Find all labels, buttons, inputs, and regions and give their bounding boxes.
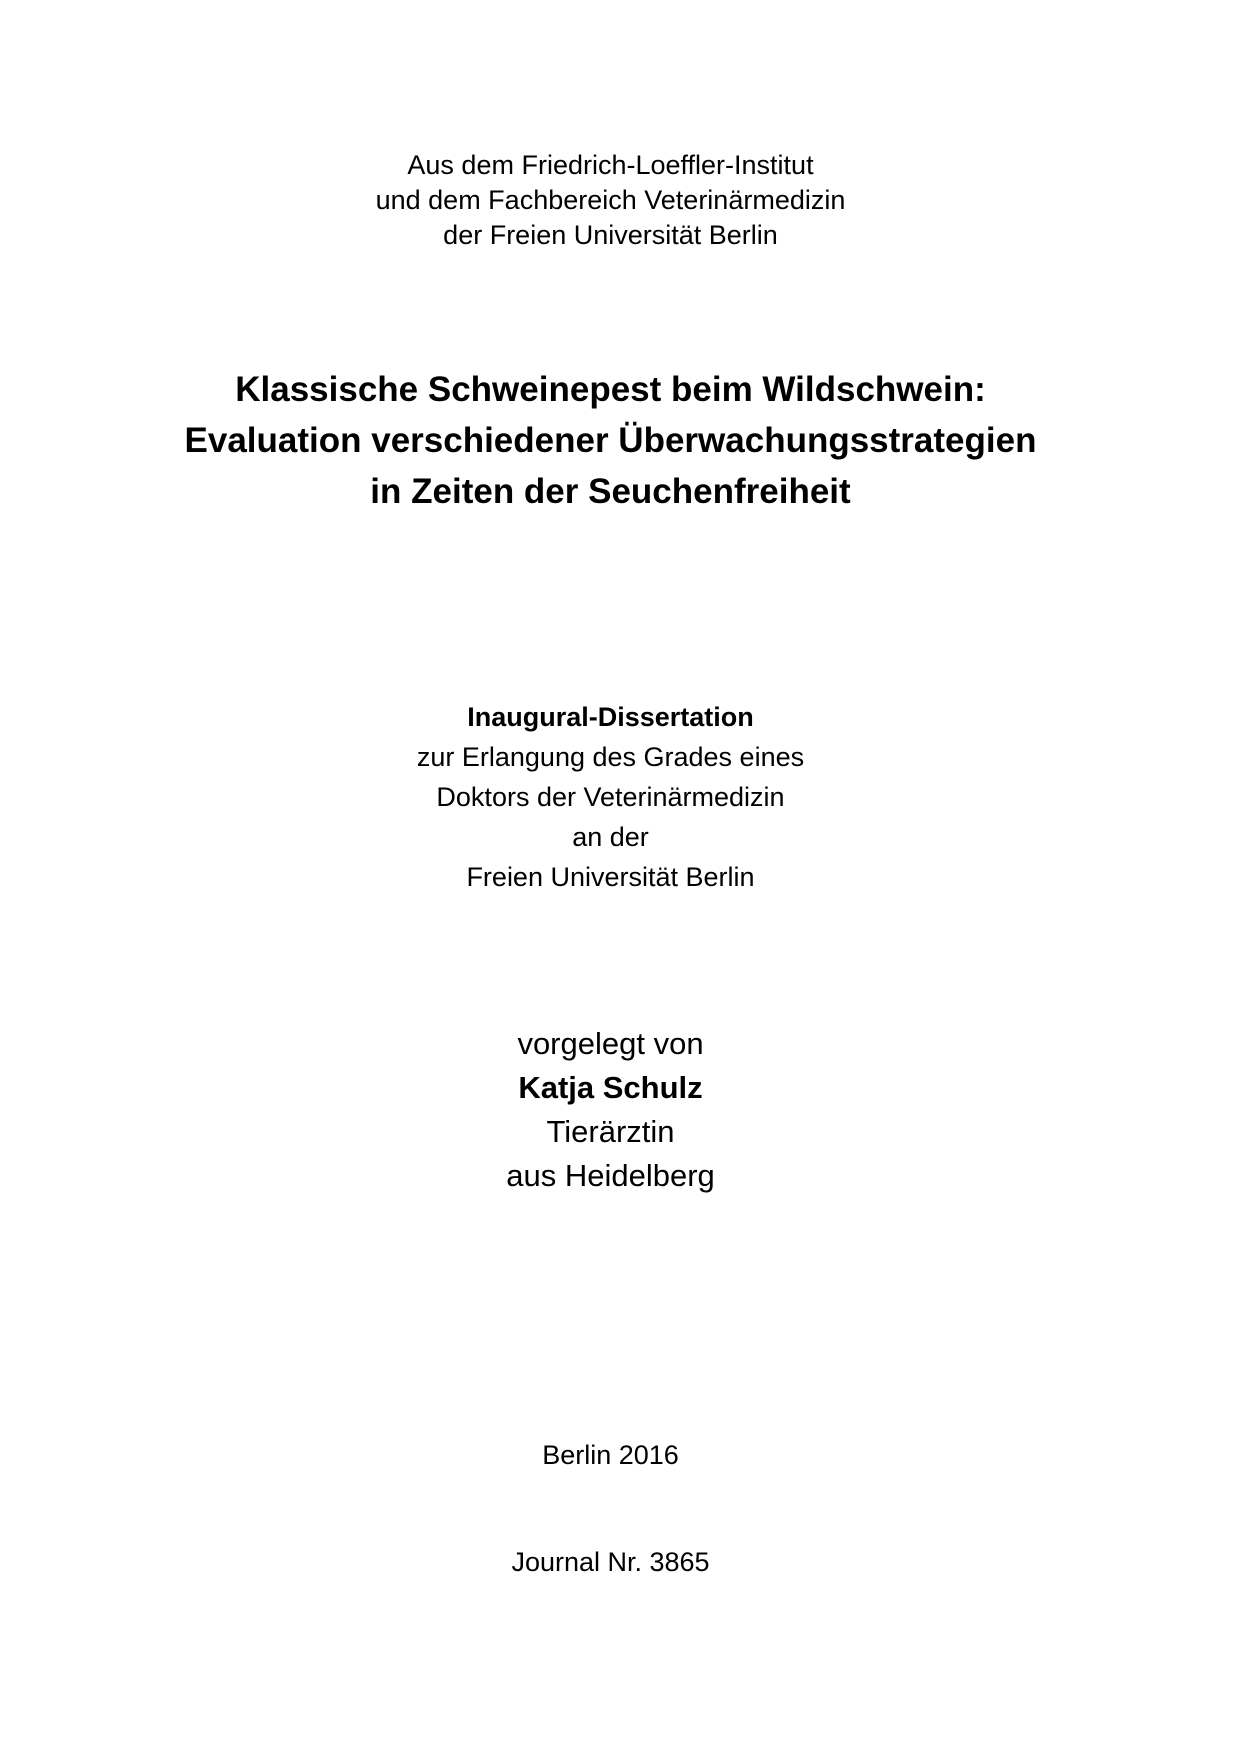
dissertation-line-4: Freien Universität Berlin [466,862,755,892]
title-line-2: Evaluation verschiedener Überwachungsstrategien [184,421,1037,460]
author-name: Katja Schulz [518,1070,703,1105]
place-and-year [0,1438,1221,1473]
institution-header [0,148,1221,253]
title-line-1: Klassische Schweinepest beim Wildschwein: [235,370,986,409]
institution-line-2: und dem Fachbereich Veterinärmedizin [375,185,846,215]
dissertation-title [0,364,1221,517]
journal-number [0,1545,1221,1580]
place-year-text: Berlin 2016 [542,1440,679,1470]
dissertation-line-2: Doktors der Veterinärmedizin [436,782,785,812]
dissertation-line-1: zur Erlangung des Grades eines [416,742,805,772]
institution-line-3: der Freien Universität Berlin [443,220,778,250]
author-block [0,1022,1221,1198]
dissertation-heading: Inaugural-Dissertation [467,702,754,732]
dissertation-line-3: an der [572,822,649,852]
author-profession: Tierärztin [546,1114,675,1149]
dissertation-description [0,697,1221,897]
presented-by-label: vorgelegt von [517,1026,704,1061]
institution-line-1: Aus dem Friedrich-Loeffler-Institut [407,150,814,180]
journal-number-text: Journal Nr. 3865 [511,1547,710,1577]
author-origin: aus Heidelberg [506,1158,715,1193]
title-line-3: in Zeiten der Seuchenfreiheit [370,472,851,511]
